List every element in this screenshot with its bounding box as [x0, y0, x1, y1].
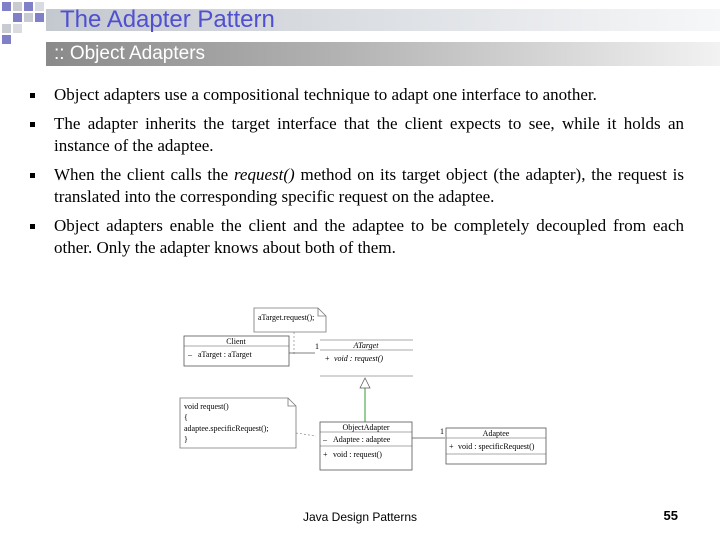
client-note — [254, 308, 326, 332]
target-class — [320, 340, 413, 376]
adaptee-plus: + — [449, 442, 454, 451]
bullet-item — [30, 164, 684, 209]
bullet-item — [30, 84, 684, 107]
adapter-note-line-3: adaptee.specificRequest(); — [184, 424, 269, 433]
object-adapter-name: ObjectAdapter — [342, 423, 390, 432]
bullet-list — [30, 84, 684, 266]
page-number: 55 — [663, 508, 678, 523]
client-note-text: aTarget.request(); — [258, 313, 315, 322]
object-adapter-plus: + — [323, 450, 328, 459]
bullet-text: When the client calls the — [54, 164, 234, 184]
adapter-note — [180, 398, 296, 448]
object-adapter-attribute: Adaptee : adaptee — [333, 435, 391, 444]
object-adapter-operation: void : request() — [333, 450, 382, 459]
adapter-note-connector — [296, 433, 316, 436]
adapter-note-line-4: } — [184, 435, 188, 444]
adaptee-class-name: Adaptee — [482, 429, 510, 438]
bullet-text: The adapter inherits the target interface that the client expects to see, while it holds an instance of the adaptee. — [54, 113, 684, 155]
inheritance-arrowhead — [360, 378, 370, 388]
footer-text: Java Design Patterns — [302, 510, 418, 524]
adapter-note-line-1: void request() — [184, 402, 229, 411]
adaptee-operation: void : specificRequest() — [458, 442, 535, 451]
target-plus: + — [325, 354, 330, 363]
bullet-text: Object adapters enable the client and the adaptee to be completely decoupled from each other. Only the adapter knows about both of them. — [54, 215, 684, 257]
client-class-name: Client — [226, 337, 246, 346]
target-class-name: ATarget — [353, 341, 379, 350]
client-minus: – — [188, 350, 192, 359]
bullet-marker-icon — [30, 122, 35, 127]
bullet-marker-icon — [30, 173, 35, 178]
bullet-marker-icon — [30, 93, 35, 98]
bullet-text: Object adapters use a compositional technique to adapt one interface to another. — [54, 85, 597, 104]
uml-diagram — [170, 298, 590, 483]
object-adapter-class — [320, 422, 412, 470]
target-multiplicity: 1 — [315, 342, 319, 351]
target-operation: void : request() — [334, 354, 384, 363]
client-class — [184, 336, 289, 366]
bullet-text-italic: request() — [233, 164, 295, 184]
client-attribute: aTarget : aTarget — [198, 350, 252, 359]
slide-subtitle: :: Object Adapters — [54, 43, 206, 64]
bullet-marker-icon — [30, 224, 35, 229]
bullet-item — [30, 113, 684, 158]
adapter-note-line-2: { — [184, 413, 188, 422]
slide-title: The Adapter Pattern — [60, 6, 275, 33]
bullet-item — [30, 215, 684, 260]
adaptee-multiplicity: 1 — [440, 427, 444, 436]
object-adapter-minus: – — [323, 435, 327, 444]
bullet-text: method on its target object (the adapter), the request is translated into the corresponding specific request on the adaptee. — [54, 164, 684, 206]
adaptee-class — [446, 428, 546, 464]
